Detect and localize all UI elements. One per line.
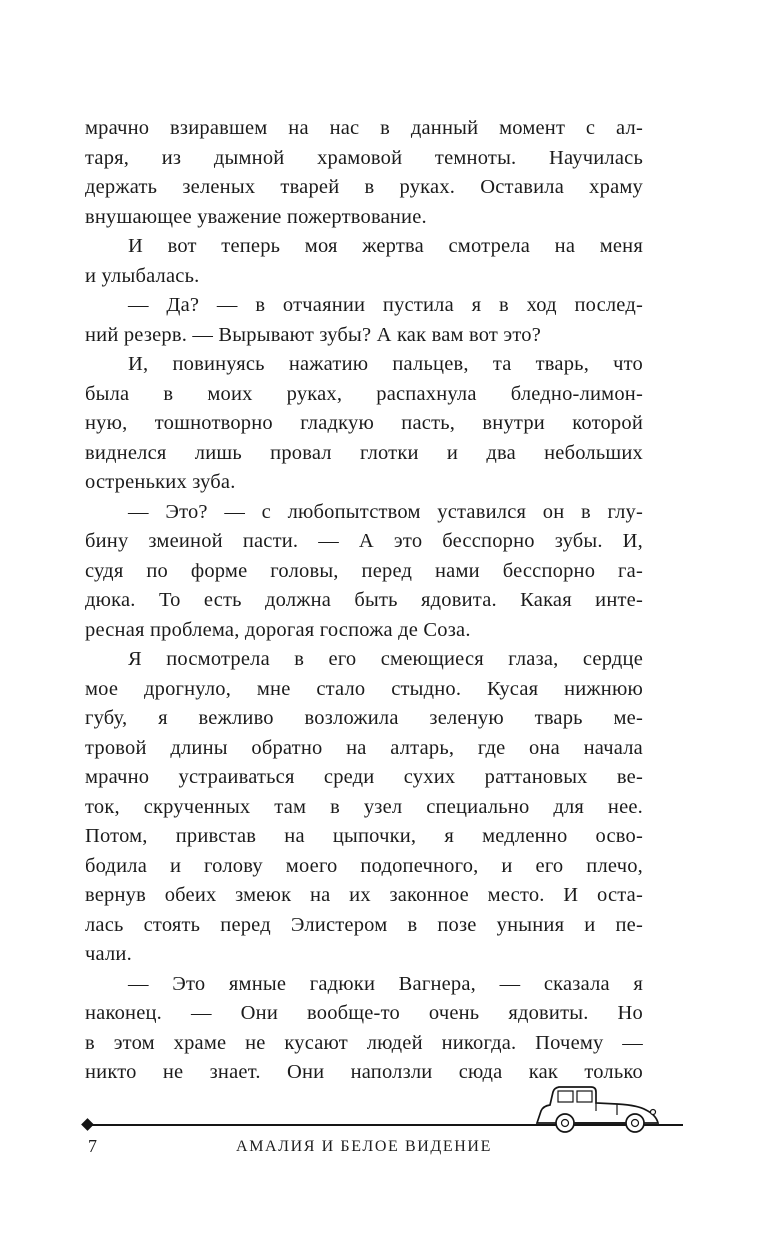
running-title: АМАЛИЯ И БЕЛОЕ ВИДЕНИЕ bbox=[236, 1138, 492, 1155]
vintage-car-icon bbox=[533, 1081, 665, 1135]
text-line: наконец. — Они вообще-то очень ядовиты. Но bbox=[85, 1002, 643, 1024]
text-line: И вот теперь моя жертва смотрела на меня bbox=[128, 235, 643, 257]
text-line: остреньких зуба. bbox=[85, 471, 236, 493]
text-line: держать зеленых тварей в руках. Оставила храму bbox=[85, 176, 643, 198]
text-line: мое дрогнуло, мне стало стыдно. Кусая нижнюю bbox=[85, 677, 643, 700]
text-line: Потом, привстав на цыпочки, я медленно осво- bbox=[85, 825, 643, 847]
text-line: ний резерв. — Вырывают зубы? А как вам вот это? bbox=[85, 323, 542, 346]
text-line: и улыбалась. bbox=[85, 264, 200, 287]
footer-text-row bbox=[85, 1135, 643, 1161]
text-line: ресная проблема, дорогая госпожа де Соза. bbox=[85, 618, 471, 641]
text-line: Я посмотрела в его смеющиеся глаза, сердце bbox=[128, 648, 643, 670]
text-line: — Это? — с любопытством уставился он в глу- bbox=[128, 500, 643, 523]
text-line: в этом храме не кусают людей никогда. Почему — bbox=[85, 1031, 643, 1054]
text-line: судя по форме головы, перед нами бесспорно га- bbox=[85, 559, 643, 582]
text-line: губу, я вежливо возложила зеленую тварь ме- bbox=[85, 707, 643, 729]
text-line: внушающее уважение пожертвование. bbox=[85, 205, 427, 228]
text-line: — Это ямные гадюки Вагнера, — сказала я bbox=[128, 972, 643, 995]
text-line: таря, из дымной храмовой темноты. Научилась bbox=[85, 146, 643, 169]
text-line: ток, скрученных там в узел специально для нее. bbox=[85, 795, 643, 818]
text-line: ную, тошнотворно гладкую пасть, внутри которой bbox=[85, 412, 643, 434]
text-line: И, повинуясь нажатию пальцев, та тварь, что bbox=[128, 353, 643, 375]
text-line: мрачно устраиваться среди сухих раттановых ве- bbox=[85, 766, 643, 788]
text-line: никто не знает. Они наползли сюда как только bbox=[85, 1061, 643, 1083]
text-block bbox=[85, 114, 643, 1088]
text-line: виднелся лишь провал глотки и два небольших bbox=[85, 441, 643, 464]
text-line: мрачно взиравшем на нас в данный момент с ал- bbox=[85, 117, 643, 139]
page-number: 7 bbox=[88, 1136, 97, 1156]
text-line: — Да? — в отчаянии пустила я в ход послед- bbox=[128, 294, 643, 316]
text-line: была в моих руках, распахнула бледно-лимон- bbox=[85, 382, 643, 405]
text-line: тровой длины обратно на алтарь, где она начала bbox=[85, 736, 643, 759]
text-line: бодила и голову моего подопечного, и его плечо, bbox=[85, 854, 643, 877]
text-line: дюка. То есть должна быть ядовита. Какая инте- bbox=[85, 589, 643, 611]
page-footer bbox=[85, 1083, 695, 1173]
text-line: лась стоять перед Элистером в позе уныния и пе- bbox=[85, 913, 643, 936]
text-line: чали. bbox=[85, 943, 132, 965]
text-line: вернув обеих змеюк на их законное место. И оста- bbox=[85, 884, 643, 906]
text-line: бину змеиной пасти. — А это бесспорно зубы. И, bbox=[85, 530, 643, 552]
